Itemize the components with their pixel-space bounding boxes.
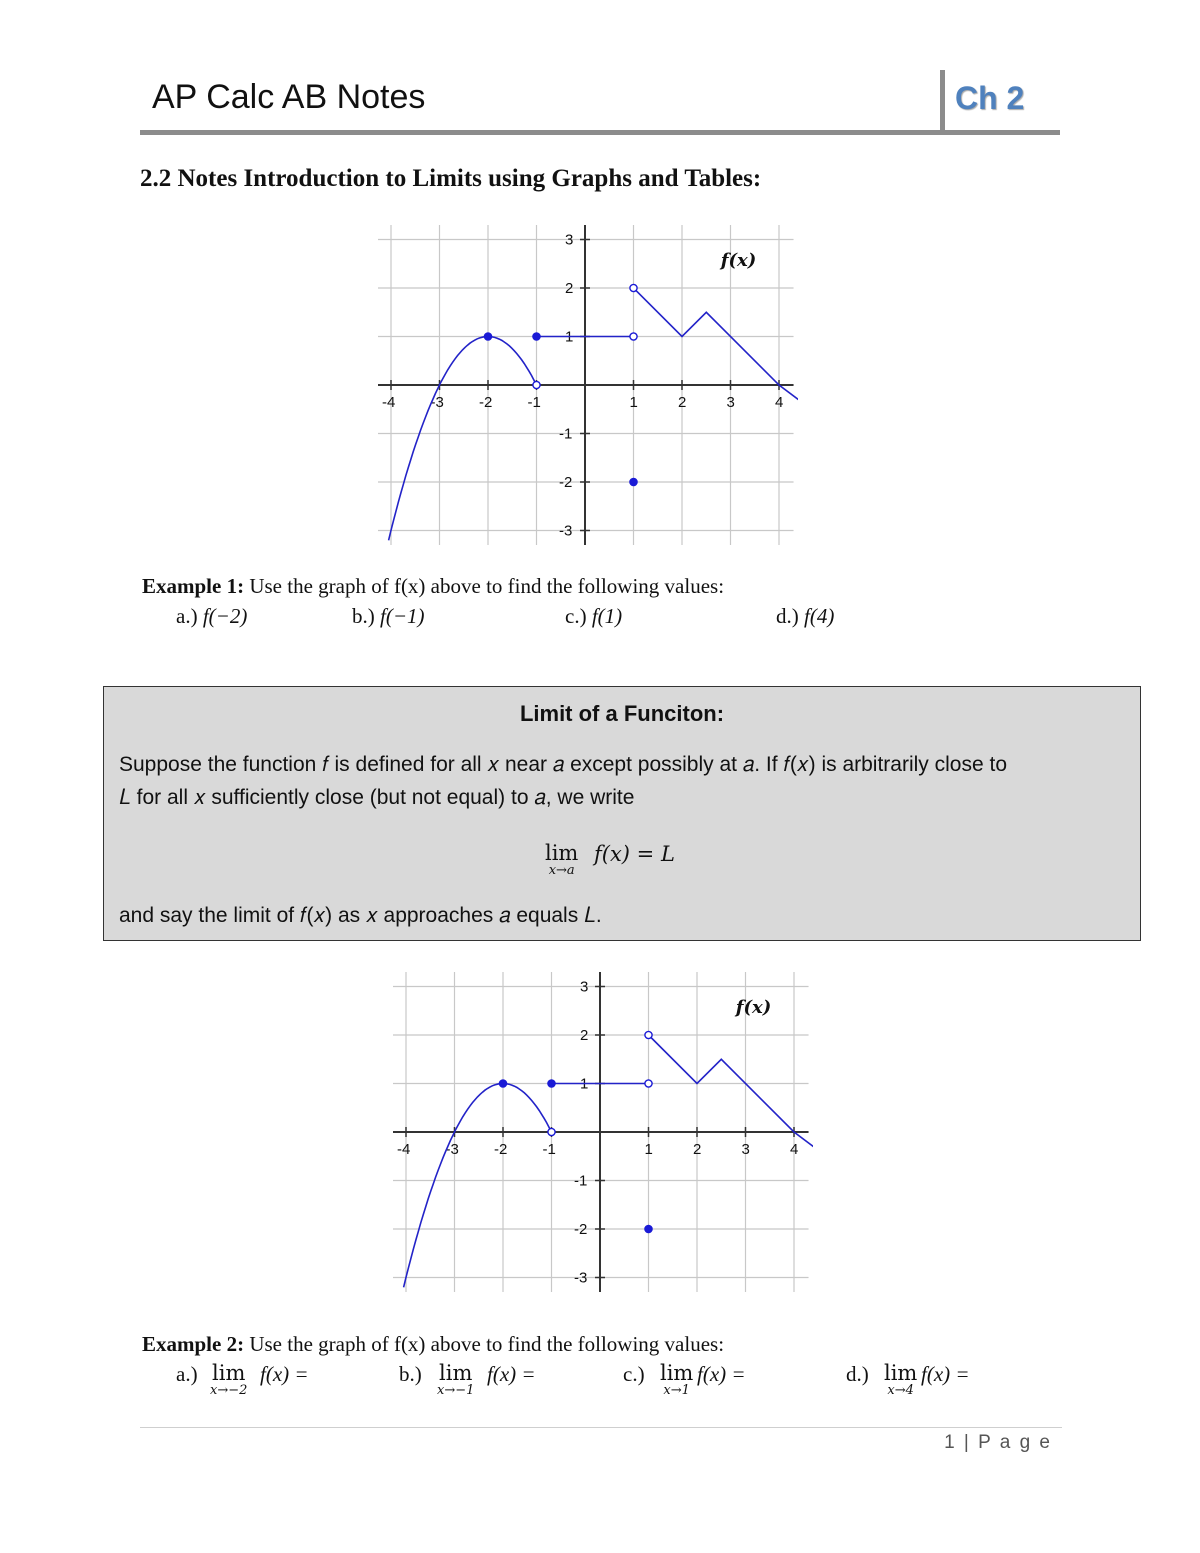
example-2-part-c-expr: f(x) =	[697, 1362, 746, 1386]
document-title: AP Calc AB Notes	[152, 78, 426, 116]
example-2-part-c-lim: lim x→1	[660, 1361, 694, 1398]
closed-point	[548, 1080, 555, 1087]
closed-point	[484, 333, 491, 340]
x-tick-label: -1	[527, 394, 541, 411]
y-tick-label: -2	[574, 1221, 588, 1238]
definition-formula-rhs: f(x) = L	[594, 842, 675, 866]
x-tick-label: 3	[741, 1141, 750, 1158]
chapter-label: Ch 2	[955, 80, 1025, 116]
definition-line-3: and say the limit of 𝑓(𝑥) as 𝑥 approaches 𝑎 equals 𝐿.	[119, 904, 602, 927]
part-a-expr: f(−2)	[202, 604, 248, 628]
open-point	[630, 333, 637, 340]
x-tick-label: 2	[693, 1141, 702, 1158]
x-tick-label: 4	[790, 1141, 799, 1158]
definition-line-2: 𝐿 for all 𝑥 sufficiently close (but not equal) to 𝑎, we write	[119, 786, 635, 809]
x-tick-label: 1	[629, 394, 638, 411]
y-tick-label: -3	[559, 522, 573, 540]
x-tick-label: -4	[397, 1141, 411, 1158]
x-tick-label: -3	[445, 1141, 459, 1158]
header-divider	[940, 70, 945, 134]
y-tick-label: -2	[559, 474, 573, 491]
closed-point	[499, 1080, 506, 1087]
open-point	[645, 1031, 652, 1038]
closed-point	[533, 333, 540, 340]
example-2-part-b: b.)	[399, 1362, 422, 1386]
open-point	[548, 1128, 555, 1135]
definition-line-1: Suppose the function 𝑓 is defined for all 𝑥 near 𝑎 except possibly at 𝑎. If 𝑓(𝑥) is arbitrarily close to	[119, 753, 1008, 776]
example-2-part-b-expr: f(x) =	[487, 1362, 536, 1386]
x-tick-label: 1	[644, 1141, 653, 1158]
closed-point	[645, 1225, 652, 1232]
example-1-part-c: c.) f(1)	[565, 604, 623, 628]
example-1-label: Example 1:	[142, 574, 245, 598]
function-graph-2	[393, 962, 813, 1307]
definition-box	[103, 686, 1141, 941]
y-tick-label: -1	[574, 1172, 588, 1190]
graph-title: f(x)	[735, 997, 772, 1019]
part-b-expr: f(−1)	[380, 604, 425, 628]
lim-word: lim	[545, 841, 579, 865]
example-1-part-a: a.) f(−2)	[176, 604, 248, 628]
part-d-expr: f(4)	[804, 604, 835, 628]
x-tick-label: -1	[542, 1141, 556, 1158]
closed-point	[630, 478, 637, 485]
x-tick-label: 2	[678, 394, 687, 411]
graph-title: f(x)	[720, 250, 757, 272]
y-tick-label: 2	[565, 280, 574, 297]
y-tick-label: 3	[565, 231, 574, 249]
open-point	[630, 284, 637, 291]
example-2-part-a-expr: f(x) =	[260, 1362, 309, 1386]
part-c-expr: f(1)	[591, 604, 623, 628]
example-2-part-b-lim: lim x→−1	[437, 1361, 475, 1398]
example-1-part-b: b.) f(−1)	[352, 604, 425, 628]
parabola-curve	[389, 337, 537, 541]
definition-title: Limit of a Funciton:	[519, 701, 725, 726]
y-tick-label: -3	[574, 1269, 588, 1287]
y-tick-label: -1	[559, 425, 573, 443]
example-2-part-d-lim: lim x→4	[884, 1361, 918, 1398]
function-graph-1	[378, 215, 798, 560]
example-2-part-a: a.)	[176, 1362, 198, 1386]
example-1-text: Use the graph of f(x) above to find the following values:	[249, 574, 725, 598]
x-tick-label: 3	[726, 394, 735, 411]
x-tick-label: -3	[430, 394, 444, 411]
y-tick-label: 1	[580, 1075, 589, 1093]
y-tick-label: 1	[565, 328, 574, 346]
x-tick-label: 4	[775, 394, 784, 411]
example-1-part-d: d.) f(4)	[776, 604, 835, 628]
open-point	[645, 1080, 652, 1087]
x-tick-label: -2	[494, 1141, 508, 1158]
page-number: 1 | P a g e	[944, 1432, 1052, 1453]
zigzag-line	[634, 288, 799, 400]
header-rule	[140, 130, 1060, 135]
open-point	[533, 381, 540, 388]
example-2-text: Use the graph of f(x) above to find the following values:	[249, 1332, 725, 1356]
example-1	[142, 574, 724, 599]
example-2	[142, 1332, 724, 1357]
footer-rule	[140, 1427, 1062, 1428]
lim-subscript: x→a	[548, 863, 575, 878]
y-tick-label: 2	[580, 1027, 589, 1044]
section-heading: 2.2 Notes Introduction to Limits using Graphs and Tables:	[140, 165, 762, 192]
example-2-part-d-expr: f(x) =	[921, 1362, 970, 1386]
y-tick-label: 3	[580, 978, 589, 996]
definition-limit	[545, 842, 578, 878]
example-2-part-a-lim: lim x→−2	[210, 1361, 248, 1398]
example-2-part-d: d.)	[846, 1362, 869, 1386]
example-2-part-c: c.)	[623, 1362, 645, 1386]
zigzag-line	[649, 1035, 814, 1147]
example-2-label: Example 2:	[142, 1332, 245, 1356]
x-tick-label: -4	[382, 394, 396, 411]
x-tick-label: -2	[479, 394, 493, 411]
parabola-curve	[404, 1084, 552, 1288]
